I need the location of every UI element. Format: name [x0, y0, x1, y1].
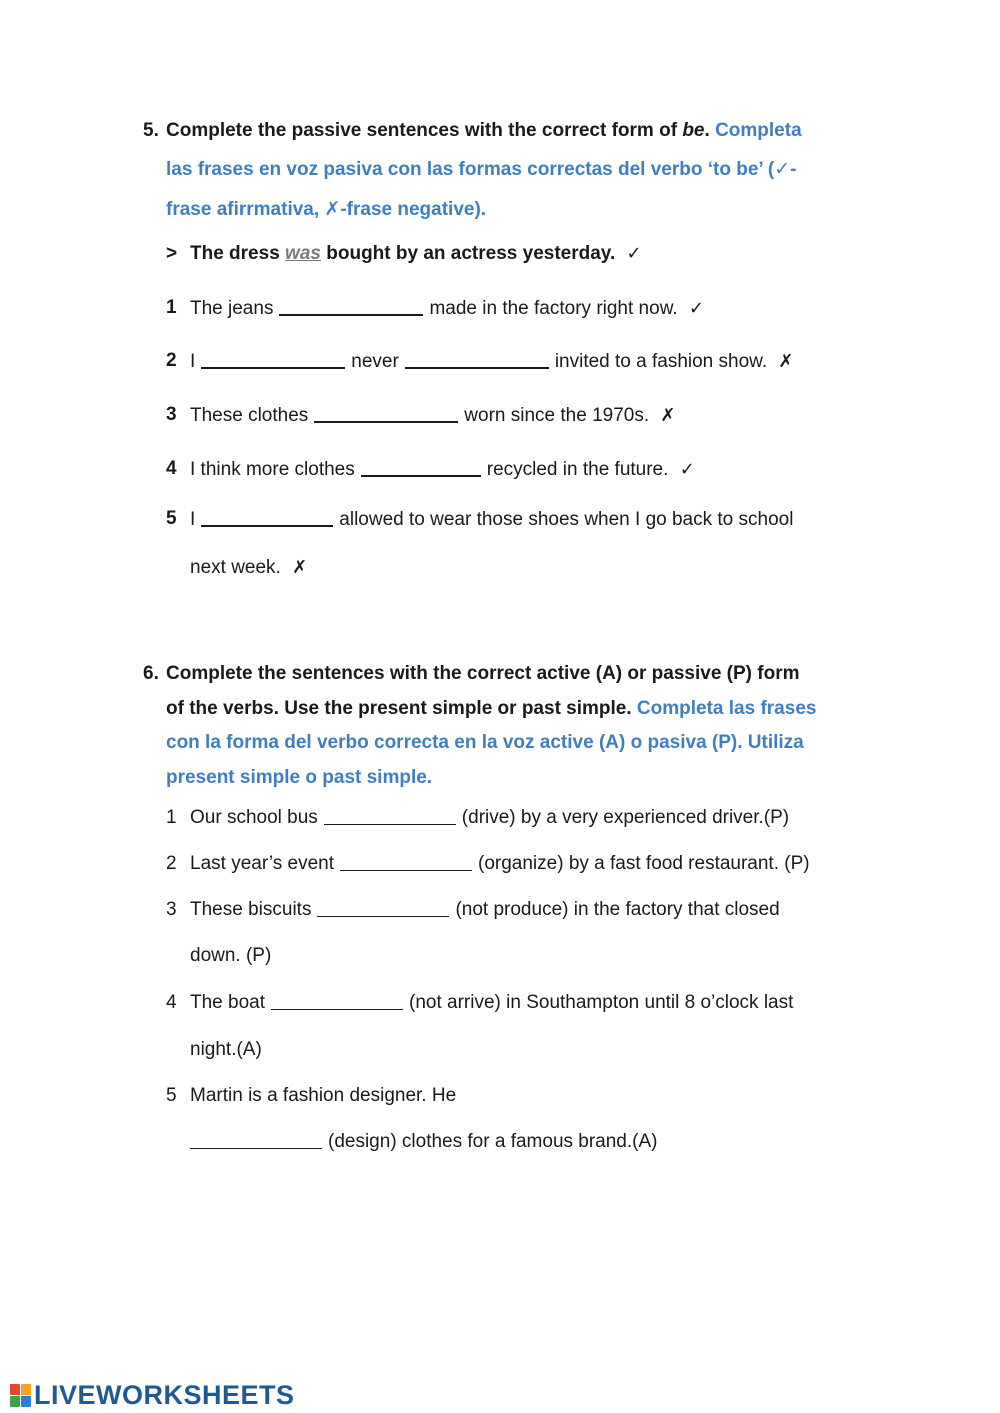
ex5-item-1-text-a: The jeans — [190, 298, 274, 319]
ex5-item-2-blank-2[interactable] — [405, 350, 549, 369]
ex6-item-4-text-b: (not arrive) in Southampton until 8 o’clock last — [409, 992, 794, 1013]
exercise-6-instruction-es-3: con la forma del verbo correcta en la voz active (A) o pasiva (P). Utiliza — [166, 732, 804, 753]
exercise-6-instruction-line-1: Complete the sentences with the correct active (A) or passive (P) form — [166, 663, 800, 684]
ex5-item-3 — [190, 404, 676, 427]
ex6-item-2 — [190, 853, 810, 875]
ex5-item-4-number: 4 — [166, 458, 177, 479]
ex5-item-2-number: 2 — [166, 350, 177, 371]
ex6-item-4-text-a: The boat — [190, 992, 265, 1013]
ex5-item-1 — [190, 297, 704, 320]
ex6-item-5-number: 5 — [166, 1085, 177, 1106]
ex5-item-3-blank[interactable] — [314, 404, 458, 423]
ex6-item-1-blank[interactable] — [324, 807, 456, 825]
ex6-item-3-number: 3 — [166, 899, 177, 920]
cross-mark-icon: ✗ — [778, 351, 794, 372]
exercise-6-instruction-es-4: present simple o past simple. — [166, 767, 433, 788]
ex6-item-3-line-2: down. (P) — [190, 945, 272, 966]
exercise-6-instruction-line-2 — [166, 698, 816, 720]
exercise-5-instruction-line-1 — [166, 120, 802, 142]
ex6-item-3 — [190, 899, 780, 921]
check-mark-icon: ✓ — [688, 298, 705, 319]
ex6-item-4-line-2: night.(A) — [190, 1039, 262, 1060]
ex6-item-1-text-a: Our school bus — [190, 807, 318, 828]
ex5-item-5-text-b: allowed to wear those shoes when I go back to school — [339, 509, 794, 530]
ex6-item-1-number: 1 — [166, 807, 177, 828]
example-marker: > — [166, 243, 178, 264]
exercise-6-instruction-en-2: of the verbs. Use the present simple or past simple. — [166, 698, 632, 719]
example-after: bought by an actress yesterday. — [320, 243, 616, 264]
ex6-item-4 — [190, 992, 793, 1014]
liveworksheets-logo[interactable] — [10, 1380, 295, 1411]
logo-text: LIVEWORKSHEETS — [34, 1380, 295, 1410]
ex5-item-1-text-b: made in the factory right now. — [429, 298, 678, 319]
ex6-item-4-blank[interactable] — [271, 992, 403, 1010]
check-mark-icon: ✓ — [679, 459, 695, 480]
ex6-item-5-line-2 — [190, 1131, 658, 1153]
exercise-5-instruction-es-2: las frases en voz pasiva con las formas correctas del verbo ‘to be’ (✓- — [166, 159, 797, 180]
exercise-6-number: 6. — [143, 663, 159, 684]
ex5-item-2-text-b: never — [351, 351, 399, 372]
ex6-item-1 — [190, 807, 789, 829]
example-before: The dress — [190, 243, 286, 264]
ex5-item-1-number: 1 — [166, 297, 177, 318]
cross-mark-icon: ✗ — [660, 405, 676, 426]
ex5-item-3-text-a: These clothes — [190, 405, 309, 426]
ex6-item-5-blank[interactable] — [190, 1131, 322, 1149]
ex6-item-2-number: 2 — [166, 853, 177, 874]
exercise-5-instruction-en: Complete the passive sentences with the correct form of — [166, 120, 683, 141]
ex5-item-2-blank-1[interactable] — [201, 350, 345, 369]
exercise-5-instruction-be: be — [682, 120, 705, 141]
exercise-5-instruction-period: . — [704, 120, 710, 141]
ex6-item-2-text-a: Last year’s event — [190, 853, 334, 874]
cross-mark-icon: ✗ — [292, 557, 308, 578]
ex5-item-1-blank[interactable] — [279, 297, 423, 316]
exercise-5-instruction-es-1: Completa — [715, 120, 802, 141]
ex6-item-3-text-b: (not produce) in the factory that closed — [455, 899, 780, 920]
ex6-item-3-blank[interactable] — [317, 899, 449, 917]
ex5-item-5 — [190, 508, 793, 531]
ex6-item-2-text-b: (organize) by a fast food restaurant. (P) — [478, 853, 810, 874]
ex6-item-1-text-b: (drive) by a very experienced driver.(P) — [461, 807, 790, 828]
logo-blocks-icon — [10, 1384, 31, 1407]
ex6-item-5: Martin is a fashion designer. He — [190, 1085, 457, 1106]
exercise-5-instruction-es-3: frase afirrmativa, ✗-frase negative). — [166, 199, 487, 220]
exercise-6-instruction-es-2: Completa las frases — [636, 698, 817, 719]
ex5-item-5-line-2 — [190, 557, 307, 579]
ex5-item-5-blank[interactable] — [201, 508, 333, 527]
ex5-item-3-text-b: worn since the 1970s. — [464, 405, 650, 426]
example-sentence — [190, 243, 642, 265]
ex5-item-4-blank[interactable] — [361, 458, 481, 477]
ex5-item-2-text-a: I — [190, 351, 196, 372]
ex5-item-5-number: 5 — [166, 508, 177, 529]
exercise-5-number: 5. — [143, 120, 159, 141]
ex6-item-5-text-b: (design) clothes for a famous brand.(A) — [328, 1131, 658, 1152]
ex5-item-2 — [190, 350, 794, 373]
ex5-item-5-text-c: next week. — [190, 557, 281, 578]
ex6-item-3-text-a: These biscuits — [190, 899, 312, 920]
ex6-item-2-blank[interactable] — [340, 853, 472, 871]
ex5-item-5-text-a: I — [190, 509, 196, 530]
ex5-item-4 — [190, 458, 695, 481]
example-answer: was — [285, 243, 321, 264]
ex5-item-3-number: 3 — [166, 404, 177, 425]
check-mark-icon: ✓ — [626, 243, 642, 264]
ex5-item-4-text-a: I think more clothes — [190, 459, 355, 480]
ex5-item-4-text-b: recycled in the future. — [486, 459, 669, 480]
ex5-item-2-text-c: invited to a fashion show. — [554, 351, 768, 372]
ex6-item-4-number: 4 — [166, 992, 177, 1013]
